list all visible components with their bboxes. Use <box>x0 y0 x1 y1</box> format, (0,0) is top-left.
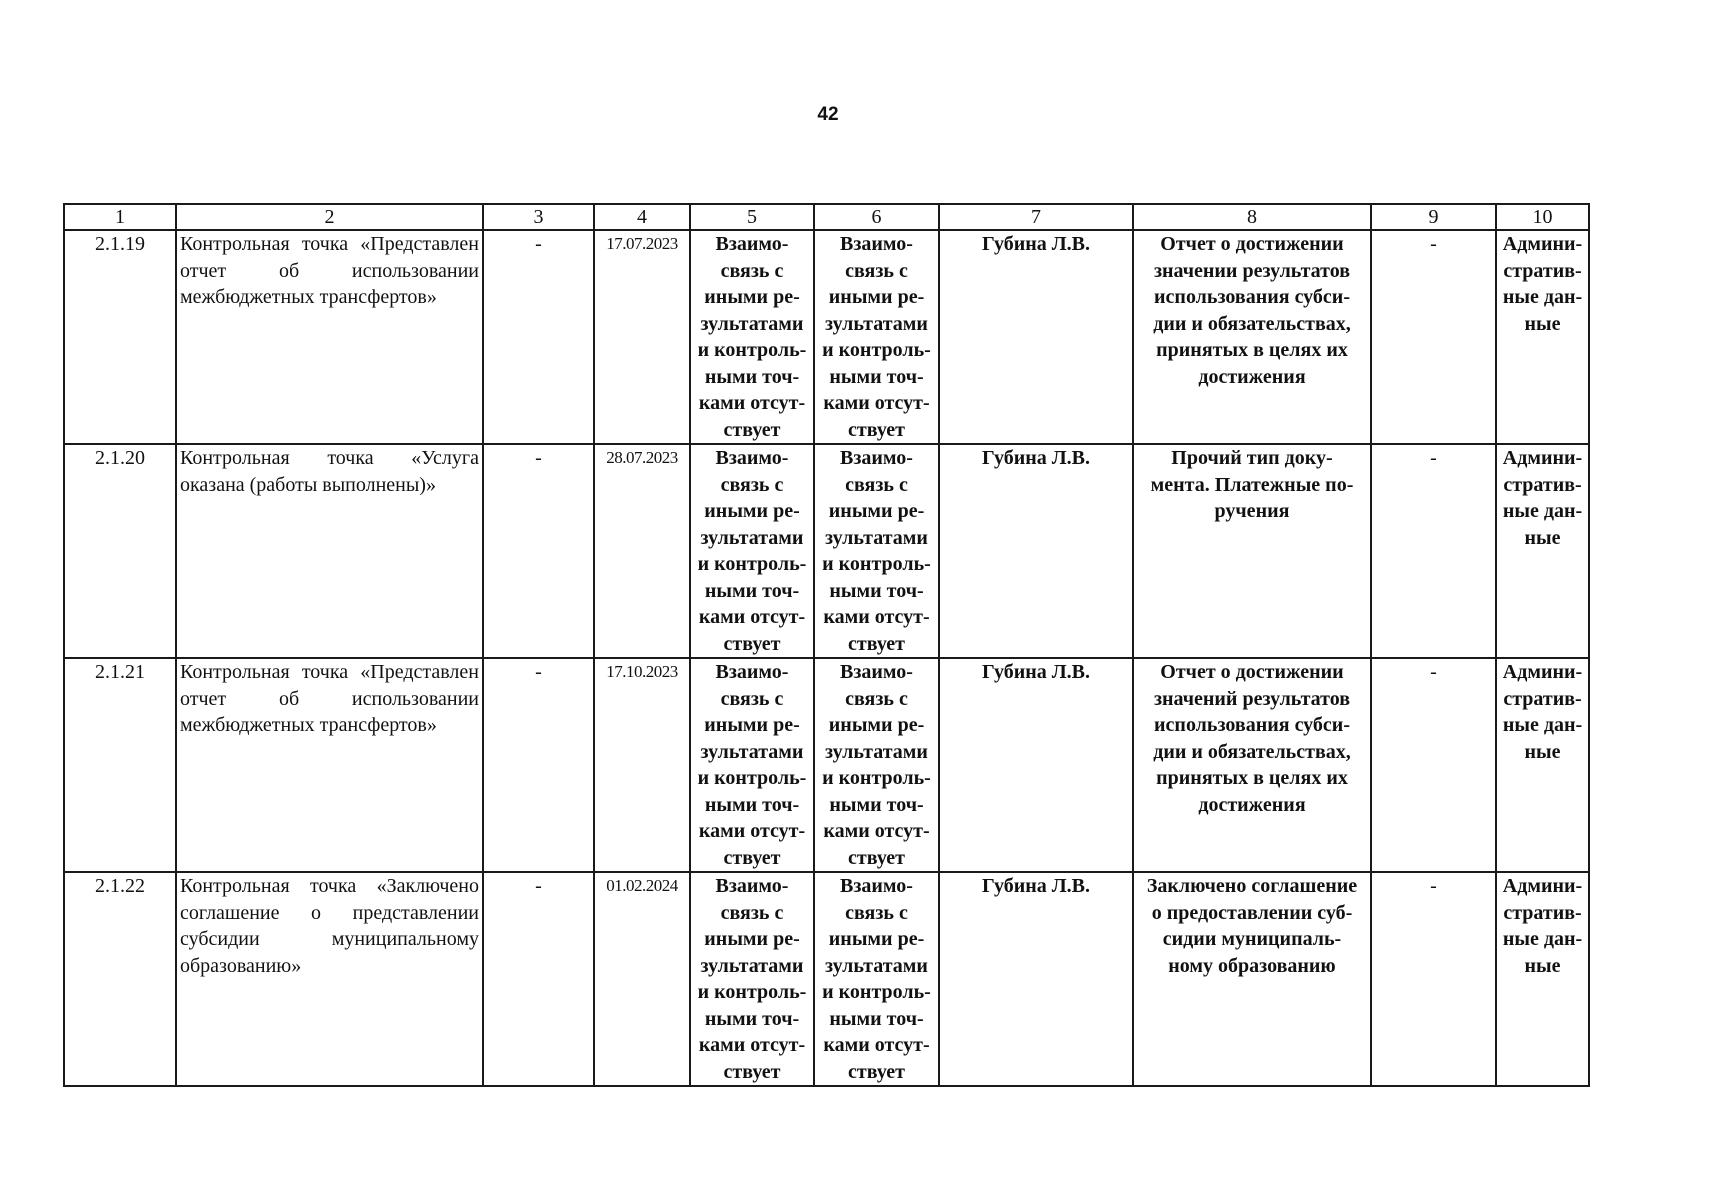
relation-cell-5-line: связь с <box>720 473 784 496</box>
column-3-value: - <box>483 872 594 1086</box>
relation-cell-6-line: и контроль- <box>822 339 931 361</box>
table-row <box>64 658 1589 872</box>
relation-cell-5-line: и контроль- <box>697 767 807 789</box>
relation-cell-5-line: и контроль- <box>697 339 807 361</box>
header-cell-5: 5 <box>690 204 814 230</box>
relation-cell-5-line: зультатами <box>700 740 804 763</box>
data-source-line: Админи- <box>1502 447 1583 469</box>
document-type-line: принятых в целях их <box>1156 767 1348 789</box>
relation-cell-5-line: связь с <box>720 901 784 924</box>
relation-cell-6-line: иными ре- <box>828 928 925 950</box>
relation-cell-6-line: ками отсут- <box>823 1034 930 1056</box>
relation-cell-6-line: и контроль- <box>822 981 931 1003</box>
relation-cell-6-line: связь с <box>845 687 908 710</box>
row-number: 2.1.20 <box>64 444 176 658</box>
relation-cell-6-line: ками отсут- <box>823 820 930 842</box>
data-source-line: стратив- <box>1503 259 1582 282</box>
relation-cell-5-line: иными ре- <box>704 286 800 308</box>
header-cell-6: 6 <box>814 204 939 230</box>
document-type-line: ручения <box>1214 500 1290 522</box>
document-type-line: Прочий тип доку- <box>1171 447 1333 469</box>
document-type-line: о предоставлении суб- <box>1151 901 1353 924</box>
relation-cell-6-line: и контроль- <box>822 553 931 575</box>
control-point-name: Контрольная точка «Представлен отчет об использовании межбюджетных трансфертов» <box>176 658 483 872</box>
relation-cell-5-line: ками отсут- <box>698 1034 806 1056</box>
relation-cell-6-line: ками отсут- <box>823 392 930 414</box>
relation-cell-6-line: и контроль- <box>822 767 931 789</box>
relation-cell-5-line: иными ре- <box>704 500 800 522</box>
relation-cell-5-line: иными ре- <box>704 714 800 736</box>
control-point-name: Контрольная точка «Представлен отчет об использовании межбюджетных трансфертов» <box>176 230 483 444</box>
relation-cell-5 <box>690 872 814 1086</box>
relation-cell-6-line: Взаимо- <box>840 233 913 255</box>
data-source <box>1496 658 1589 872</box>
data-source-line: стратив- <box>1503 473 1582 496</box>
data-source <box>1496 230 1589 444</box>
header-cell-2: 2 <box>176 204 483 230</box>
relation-cell-6-line: Взаимо- <box>840 661 913 683</box>
control-point-name: Контрольная точка «Заключено соглашение о представлении субсидии муниципальному образованию» <box>176 872 483 1086</box>
relation-cell-6 <box>814 230 939 444</box>
relation-cell-6-line: ствует <box>848 846 905 869</box>
data-source-line: ные дан- <box>1502 500 1583 522</box>
relation-cell-6-line: ными точ- <box>829 365 924 388</box>
relation-cell-5-line: и контроль- <box>697 981 807 1003</box>
relation-cell-5-line: иными ре- <box>704 928 800 950</box>
data-source-line: Админи- <box>1502 233 1583 255</box>
data-source-line: ные <box>1524 526 1561 549</box>
relation-cell-6-line: иными ре- <box>828 714 925 736</box>
document-type-line: использования субси- <box>1154 286 1350 308</box>
column-9-value: - <box>1371 444 1496 658</box>
document-type <box>1133 230 1371 444</box>
document-type-line: дии и обязательствах, <box>1153 740 1351 763</box>
document-type-line: Заключено соглашение <box>1146 875 1358 897</box>
relation-cell-5-line: ными точ- <box>704 793 800 816</box>
document-type-line: принятых в целях их <box>1156 339 1348 361</box>
data-source <box>1496 444 1589 658</box>
relation-cell-6-line: ками отсут- <box>823 606 930 628</box>
relation-cell-6-line: ными точ- <box>829 793 924 816</box>
relation-cell-5-line: связь с <box>720 259 784 282</box>
data-source-line: ные <box>1524 312 1561 335</box>
deadline-date: 28.07.2023 <box>594 444 690 658</box>
page-number: 42 <box>817 104 839 125</box>
header-cell-9: 9 <box>1371 204 1496 230</box>
data-source-line: Админи- <box>1502 661 1583 683</box>
relation-cell-6-line: ствует <box>848 632 905 655</box>
relation-cell-5-line: ствует <box>723 846 781 869</box>
table-row <box>64 872 1589 1086</box>
document-type-line: значений результатов <box>1153 687 1351 710</box>
document-type-line: Отчет о достижении <box>1160 233 1344 255</box>
relation-cell-5-line: Взаимо- <box>715 661 789 683</box>
relation-cell-6-line: связь с <box>845 259 908 282</box>
document-type-line: дии и обязательствах, <box>1153 312 1351 335</box>
row-number: 2.1.19 <box>64 230 176 444</box>
relation-cell-6-line: Взаимо- <box>840 447 913 469</box>
relation-cell-5-line: ками отсут- <box>698 820 806 842</box>
relation-cell-6-line: ствует <box>848 1060 905 1083</box>
relation-cell-5-line: ствует <box>723 418 781 441</box>
relation-cell-5-line: зультатами <box>700 312 804 335</box>
relation-cell-5-line: зультатами <box>700 954 804 977</box>
relation-cell-6-line: связь с <box>845 473 908 496</box>
responsible-person: Губина Л.В. <box>939 230 1133 444</box>
row-number: 2.1.21 <box>64 658 176 872</box>
header-cell-10: 10 <box>1496 204 1589 230</box>
relation-cell-6-line: зультатами <box>825 312 928 335</box>
relation-cell-6 <box>814 658 939 872</box>
deadline-date: 17.10.2023 <box>594 658 690 872</box>
document-type <box>1133 658 1371 872</box>
relation-cell-5-line: ными точ- <box>704 579 800 602</box>
relation-cell-5 <box>690 230 814 444</box>
relation-cell-5-line: ствует <box>723 1060 781 1083</box>
control-points-table <box>63 203 1590 1087</box>
relation-cell-6-line: ными точ- <box>829 579 924 602</box>
relation-cell-5-line: ствует <box>723 632 781 655</box>
header-row <box>64 204 1589 230</box>
row-number: 2.1.22 <box>64 872 176 1086</box>
relation-cell-5-line: связь с <box>720 687 784 710</box>
data-source <box>1496 872 1589 1086</box>
deadline-date: 01.02.2024 <box>594 872 690 1086</box>
document-type-line: ному образованию <box>1168 954 1336 977</box>
column-9-value: - <box>1371 230 1496 444</box>
responsible-person: Губина Л.В. <box>939 872 1133 1086</box>
relation-cell-5-line: Взаимо- <box>715 875 789 897</box>
relation-cell-6 <box>814 872 939 1086</box>
deadline-date: 17.07.2023 <box>594 230 690 444</box>
document-type-line: достижения <box>1198 365 1306 388</box>
data-source-line: ные дан- <box>1502 928 1583 950</box>
document-type-line: достижения <box>1198 793 1306 816</box>
relation-cell-6-line: иными ре- <box>828 500 925 522</box>
document-type-line: мента. Платежные по- <box>1150 473 1354 496</box>
relation-cell-6-line: зультатами <box>825 954 928 977</box>
relation-cell-5-line: ными точ- <box>704 1007 800 1030</box>
relation-cell-6-line: ствует <box>848 418 905 441</box>
document-type-line: Отчет о достижении <box>1160 661 1344 683</box>
relation-cell-6-line: ными точ- <box>829 1007 924 1030</box>
column-3-value: - <box>483 444 594 658</box>
header-cell-7: 7 <box>939 204 1133 230</box>
column-9-value: - <box>1371 658 1496 872</box>
relation-cell-6-line: иными ре- <box>828 286 925 308</box>
data-source-line: ные <box>1524 954 1561 977</box>
document-type-line: сидии муниципаль- <box>1162 928 1342 950</box>
relation-cell-5-line: зультатами <box>700 526 804 549</box>
relation-cell-5-line: и контроль- <box>697 553 807 575</box>
relation-cell-5-line: ками отсут- <box>698 606 806 628</box>
column-9-value: - <box>1371 872 1496 1086</box>
data-source-line: стратив- <box>1503 687 1582 710</box>
table-row <box>64 444 1589 658</box>
relation-cell-5-line: Взаимо- <box>715 447 789 469</box>
relation-cell-6-line: зультатами <box>825 740 928 763</box>
header-cell-4: 4 <box>594 204 690 230</box>
header-cell-8: 8 <box>1133 204 1371 230</box>
document-type-line: значении результатов <box>1153 259 1351 282</box>
header-cell-3: 3 <box>483 204 594 230</box>
header-cell-1: 1 <box>64 204 176 230</box>
relation-cell-6 <box>814 444 939 658</box>
relation-cell-6-line: Взаимо- <box>840 875 913 897</box>
relation-cell-5-line: Взаимо- <box>715 233 789 255</box>
relation-cell-5 <box>690 658 814 872</box>
data-source-line: ные <box>1524 740 1561 763</box>
relation-cell-6-line: зультатами <box>825 526 928 549</box>
column-3-value: - <box>483 658 594 872</box>
data-source-line: ные дан- <box>1502 714 1583 736</box>
table-row <box>64 230 1589 444</box>
relation-cell-6-line: связь с <box>845 901 908 924</box>
document-type <box>1133 444 1371 658</box>
data-source-line: ные дан- <box>1502 286 1583 308</box>
relation-cell-5 <box>690 444 814 658</box>
relation-cell-5-line: ками отсут- <box>698 392 806 414</box>
responsible-person: Губина Л.В. <box>939 658 1133 872</box>
table-body <box>64 230 1589 1086</box>
responsible-person: Губина Л.В. <box>939 444 1133 658</box>
document-type <box>1133 872 1371 1086</box>
control-point-name: Контрольная точка «Услуга оказана (работы выполнены)» <box>176 444 483 658</box>
column-3-value: - <box>483 230 594 444</box>
document-type-line: использования субси- <box>1154 714 1350 736</box>
data-source-line: Админи- <box>1502 875 1583 897</box>
relation-cell-5-line: ными точ- <box>704 365 800 388</box>
data-source-line: стратив- <box>1503 901 1582 924</box>
